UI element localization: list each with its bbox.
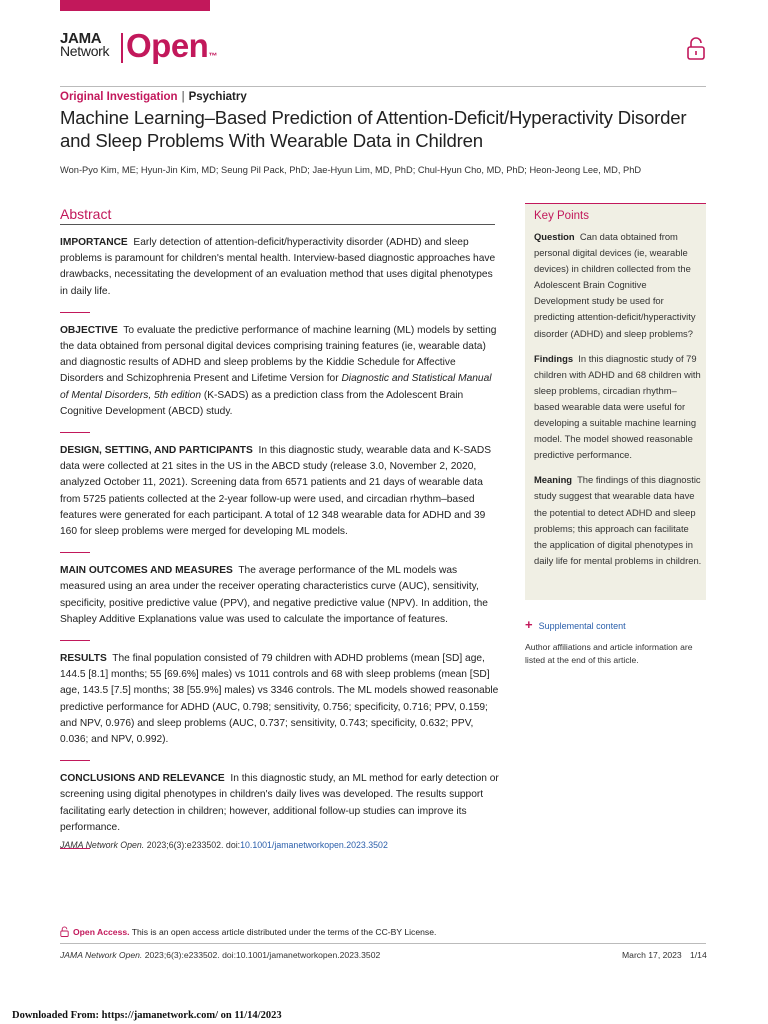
results-text: The final population consisted of 79 children with ADHD problems (mean [SD] age, 144.5 [8.1] months; 55 [69.6%] males) vs 1011 controls and 68 with sleep problems (mean [SD] age, 143.5 [7.5] months; 38 [55.9%] males) vs 3346 controls. The ML models showed reasonable predictive performance for ADHD (AUC, 0.798; sensitivity, 0.756; specificity, 0.716; PPV, 0.159; and NPV, 0.976) and sleep problems (AUC, 0.737; sensitivity, 0.743; specificity, 0.632; PPV, 0.036; and NPV, 0.992). [60, 653, 499, 746]
article-type[interactable]: Original Investigation [60, 91, 178, 103]
citation-text: 2023;6(3):e233502. doi: [144, 840, 241, 850]
kicker-separator: | [181, 91, 185, 103]
abstract-objective [60, 323, 500, 420]
meaning-label: Meaning [534, 474, 573, 486]
author-list: Won-Pyo Kim, ME; Hyun-Jin Kim, MD; Seung Pil Pack, PhD; Jae-Hyun Lim, MD, PhD; Chul-Hyun Cho, MD, PhD; Heon-Jeong Lee, MD, PhD [60, 165, 642, 175]
outcomes-text: The average performance of the ML models was measured using an area under the receiver operating characteristics curve (AUC), sensitivity, specificity, positive predictive value (PPV), and negative predictive value (NPV). In addition, the Shapley Additive Explanations value was used to calculate the importance of features. [60, 565, 488, 625]
findings-label: Findings [534, 352, 574, 364]
citation-doi-link[interactable]: 10.1001/jamanetworkopen.2023.3502 [240, 840, 388, 850]
supplemental-content-link[interactable] [525, 617, 626, 632]
footer-divider [60, 943, 706, 944]
objective-text-end: (K-SADS) as a prediction class from the Adolescent Brain Cognitive Development (ABCD) study. [60, 389, 464, 417]
design-text: In this diagnostic study, wearable data and K-SADS data were collected at 21 sites in the US in the ABCD study (release 3.0, November 2, 2020, analyzed October 11, 2021). Screening data from 6571 patients and 21 days of wearable data from 5725 patients collected at the 2-year follow-up were used, and circadian rhythm–based features were generated for each participant. A total of 12 348 wearable data for ADHD and 39 160 for sleep problems were merged for developing ML models. [60, 445, 492, 538]
footer-journal: JAMA Network Open. [60, 950, 143, 960]
importance-label: IMPORTANCE [60, 237, 128, 248]
abstract-results [60, 651, 500, 748]
key-points-body [534, 229, 702, 578]
logo-network: Network [60, 43, 110, 59]
outcomes-label: MAIN OUTCOMES AND MEASURES [60, 565, 233, 577]
footer-citation [60, 950, 380, 960]
abstract-design [60, 443, 500, 540]
key-point-question [534, 229, 702, 342]
importance-text: Early detection of attention-deficit/hyperactivity disorder (ADHD) and sleep problems is paramount for children's mental health. Interview-based diagnostic approaches have drawbacks, necessitating the development of an evaluation method that uses digital phenotypes in daily life. [60, 237, 496, 297]
key-points-box [525, 203, 706, 600]
design-label: DESIGN, SETTING, AND PARTICIPANTS [60, 445, 253, 457]
question-text: Can data obtained from personal digital devices (ie, wearable devices) in children collected from the Adolescent Brain Cognitive Development study be used for predicting attention-deficit/hyperactivity disorder (ADHD) and sleep problems? [534, 231, 696, 339]
conclusions-label: CONCLUSIONS AND RELEVANCE [60, 773, 225, 785]
abstract-citation [60, 840, 388, 850]
download-stamp: Downloaded From: https://jamanetwork.com/ on 11/14/2023 [12, 1010, 282, 1021]
key-point-meaning [534, 472, 702, 569]
section-separator [60, 760, 90, 761]
abstract-rule [60, 224, 495, 225]
logo-open: Open™ [126, 27, 217, 64]
open-access-lock-icon [60, 926, 69, 937]
conclusions-text: In this diagnostic study, an ML method for early detection or screening using digital phenotypes in children's daily lives was developed. The results support facilitating early detection in children; however, additional follow-up studies can improve its performance. [60, 773, 499, 833]
abstract-importance [60, 235, 500, 300]
objective-text: To evaluate the predictive performance of machine learning (ML) models by setting the data obtained from personal digital devices comprising training features (ie, wearable data) and diagnostic results of ADHD and sleep problems by the Kiddie Schedule for Affective Disorders and Schizophrenia Present and Lifetime Version for [60, 324, 497, 385]
logo-divider [121, 33, 123, 63]
results-label: RESULTS [60, 653, 107, 665]
footer-date: March 17, 2023 [622, 950, 682, 960]
objective-label: OBJECTIVE [60, 324, 118, 336]
section-separator [60, 432, 90, 433]
section-separator [60, 640, 90, 641]
footer-citation-text: 2023;6(3):e233502. doi:10.1001/jamanetworkopen.2023.3502 [142, 950, 381, 960]
plus-icon: + [525, 617, 533, 632]
abstract-outcomes [60, 563, 500, 628]
article-title: Machine Learning–Based Prediction of Attention-Deficit/Hyperactivity Disorder and Sleep Problems With Wearable Data in Children [60, 107, 687, 151]
findings-text: In this diagnostic study of 79 children with ADHD and 68 children with sleep problems, circadian rhythm–based wearable data were useful for developing a suitable machine learning model. The model showed reasonable predictive performance. [534, 352, 701, 461]
abstract-body [60, 235, 500, 859]
meaning-text: The findings of this diagnostic study suggest that wearable data have the potential to detect ADHD and sleep problems; this approach can facilitate the application of digital phenotypes in daily life for mental problems in children. [534, 474, 702, 566]
key-points-title: Key Points [534, 210, 589, 222]
supplemental-label: Supplemental content [538, 621, 626, 631]
open-access-note [60, 926, 436, 937]
key-point-findings [534, 351, 702, 464]
footer-page-number: 1/14 [690, 950, 707, 960]
question-label: Question [534, 231, 575, 242]
brand-top-bar [60, 0, 210, 11]
open-access-label: Open Access. [73, 927, 130, 937]
section-separator [60, 312, 90, 313]
article-kicker [60, 91, 247, 103]
abstract-conclusions [60, 771, 500, 836]
affiliations-note: Author affiliations and article information are listed at the end of this article. [525, 642, 693, 665]
article-field[interactable]: Psychiatry [188, 91, 247, 103]
open-access-text: This is an open access article distributed under the terms of the CC-BY License. [129, 927, 437, 937]
abstract-heading: Abstract [60, 206, 112, 222]
open-lock-icon[interactable] [686, 36, 706, 60]
header-divider [60, 86, 706, 87]
logo-jama: JAMA [60, 30, 102, 47]
objective-italic: Diagnostic and Statistical Manual of Mental Disorders, 5th edition [60, 373, 492, 401]
section-separator [60, 552, 90, 553]
citation-journal: JAMA Network Open. [60, 840, 145, 850]
